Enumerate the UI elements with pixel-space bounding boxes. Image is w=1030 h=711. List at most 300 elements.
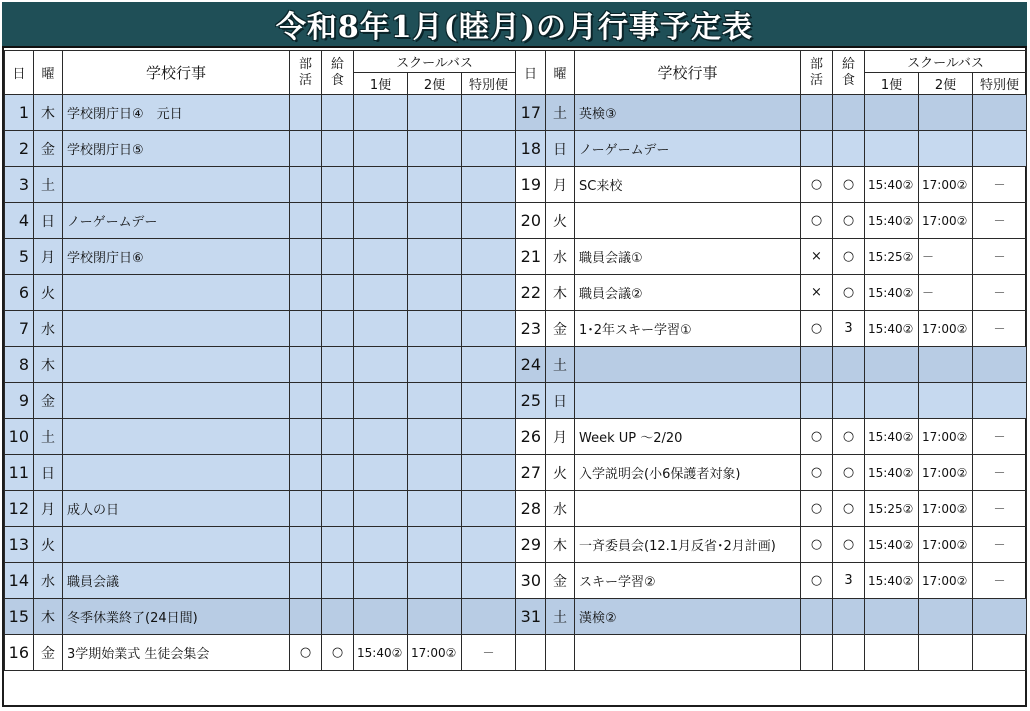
bus2-cell [408,275,462,311]
day-cell: 27 [516,455,546,491]
event-cell: 冬季休業終了(24日間) [63,599,290,635]
bus2-cell [919,599,973,635]
lunch-cell [322,167,354,203]
lunch-cell: ○ [322,635,354,671]
day-cell: 21 [516,239,546,275]
club-cell [290,491,322,527]
header-dow: 曜 [546,51,575,95]
table-row [5,527,516,563]
bus1-cell [865,95,919,131]
weekday-cell: 火 [546,455,575,491]
bus1-cell: 15:40② [865,527,919,563]
weekday-cell: 木 [546,527,575,563]
weekday-cell: 金 [34,383,63,419]
lunch-cell: ○ [833,419,865,455]
bus2-cell [408,491,462,527]
special-bus-cell [973,95,1027,131]
day-cell: 14 [5,563,34,599]
event-cell: 一斉委員会(12.1月反省･2月計画) [575,527,801,563]
club-cell [290,527,322,563]
table-row [516,311,1027,347]
day-cell: 3 [5,167,34,203]
lunch-cell: ○ [833,203,865,239]
lunch-cell [322,203,354,239]
bus2-cell [408,239,462,275]
weekday-cell: 土 [34,419,63,455]
header-day: 日 [516,51,546,95]
bus2-cell: 17:00② [919,167,973,203]
header-school-bus: スクールバス [354,51,516,73]
day-cell: 20 [516,203,546,239]
lunch-cell: ○ [833,239,865,275]
table-row [5,131,516,167]
bus2-cell [408,167,462,203]
event-cell [63,419,290,455]
schedule-table-left [4,50,516,671]
weekday-cell: 土 [546,599,575,635]
event-cell [63,275,290,311]
bus1-cell [354,275,408,311]
weekday-cell: 水 [546,491,575,527]
table-row [5,599,516,635]
bus1-cell: 15:40② [865,311,919,347]
event-cell: 学校閉庁日⑤ [63,131,290,167]
bus1-cell [354,311,408,347]
bus2-cell: 17:00② [919,419,973,455]
event-cell: 英検③ [575,95,801,131]
bus2-cell: － [919,239,973,275]
bus2-cell: 17:00② [919,203,973,239]
page-title: 令和8年1月(睦月)の月行事予定表 [275,10,754,45]
bus1-cell: 15:25② [865,491,919,527]
bus2-cell [919,131,973,167]
event-cell: 学校閉庁日④ 元日 [63,95,290,131]
table-row [5,239,516,275]
lunch-cell [322,491,354,527]
special-bus-cell [973,635,1027,671]
bus2-cell: 17:00② [919,491,973,527]
lunch-cell [322,275,354,311]
table-row [516,131,1027,167]
day-cell: 16 [5,635,34,671]
title-bar [2,2,1027,48]
special-bus-cell [462,203,516,239]
special-bus-cell: － [973,311,1027,347]
special-bus-cell [462,131,516,167]
special-bus-cell: － [462,635,516,671]
lunch-cell: 3 [833,311,865,347]
table-row [5,167,516,203]
table-row [5,383,516,419]
special-bus-cell: － [973,275,1027,311]
weekday-cell: 月 [546,167,575,203]
club-cell [801,95,833,131]
header-bus-special: 特別便 [462,73,516,95]
club-cell [290,347,322,383]
club-cell [290,383,322,419]
bus1-cell: 15:40② [865,455,919,491]
club-cell [290,311,322,347]
club-cell: ○ [801,455,833,491]
table-row [516,383,1027,419]
weekday-cell: 日 [34,203,63,239]
day-cell: 13 [5,527,34,563]
day-cell: 24 [516,347,546,383]
bus1-cell [354,95,408,131]
bus1-cell [354,203,408,239]
bus2-cell: 17:00② [919,563,973,599]
weekday-cell: 土 [546,95,575,131]
club-cell: ○ [801,491,833,527]
day-cell: 30 [516,563,546,599]
special-bus-cell [462,311,516,347]
weekday-cell: 日 [546,383,575,419]
table-row [516,455,1027,491]
weekday-cell: 木 [34,95,63,131]
table-row [5,419,516,455]
weekday-cell: 月 [34,239,63,275]
event-cell [575,635,801,671]
lunch-cell [322,95,354,131]
event-cell: 1･2年スキー学習① [575,311,801,347]
day-cell: 22 [516,275,546,311]
event-cell: ノーゲームデー [575,131,801,167]
bus2-cell [408,347,462,383]
weekday-cell: 水 [546,239,575,275]
event-cell: 職員会議① [575,239,801,275]
table-row [516,635,1027,671]
lunch-cell [322,383,354,419]
event-cell [575,347,801,383]
header-lunch: 給 食 [322,51,354,95]
bus1-cell [354,383,408,419]
club-cell [801,599,833,635]
bus1-cell [354,563,408,599]
bus1-cell [865,599,919,635]
weekday-cell: 月 [34,491,63,527]
day-cell: 1 [5,95,34,131]
bus2-cell: 17:00② [408,635,462,671]
day-cell: 12 [5,491,34,527]
special-bus-cell [462,455,516,491]
day-cell: 28 [516,491,546,527]
event-cell: 3学期始業式 生徒会集会 [63,635,290,671]
lunch-cell [322,347,354,383]
table-row [516,239,1027,275]
table-row [5,455,516,491]
bus2-cell [408,311,462,347]
lunch-cell [833,95,865,131]
bus1-cell: 15:25② [865,239,919,275]
special-bus-cell [462,95,516,131]
table-row [516,167,1027,203]
event-cell [63,311,290,347]
table-row [5,203,516,239]
special-bus-cell [462,383,516,419]
header-event: 学校行事 [63,51,290,95]
header-event: 学校行事 [575,51,801,95]
day-cell: 9 [5,383,34,419]
special-bus-cell: － [973,527,1027,563]
day-cell: 25 [516,383,546,419]
table-row [516,527,1027,563]
weekday-cell: 水 [34,563,63,599]
lunch-cell [322,311,354,347]
bus2-cell: － [919,275,973,311]
event-cell: 学校閉庁日⑥ [63,239,290,275]
day-cell: 23 [516,311,546,347]
bus1-cell: 15:40② [354,635,408,671]
bus2-cell [919,635,973,671]
bus2-cell [408,95,462,131]
weekday-cell: 水 [34,311,63,347]
header-bus-special: 特別便 [973,73,1027,95]
special-bus-cell [462,347,516,383]
club-cell [290,563,322,599]
club-cell [290,455,322,491]
day-cell: 18 [516,131,546,167]
lunch-cell [322,131,354,167]
lunch-cell [322,563,354,599]
lunch-cell [322,419,354,455]
header-day: 日 [5,51,34,95]
bus2-cell [919,95,973,131]
table-row [516,419,1027,455]
bus1-cell [354,455,408,491]
club-cell: ○ [801,527,833,563]
bus2-cell [408,599,462,635]
lunch-cell [833,635,865,671]
lunch-cell: ○ [833,527,865,563]
schedule-table-right [515,50,1027,671]
club-cell [801,347,833,383]
table-row [516,347,1027,383]
special-bus-cell [973,383,1027,419]
weekday-cell: 土 [34,167,63,203]
club-cell [290,203,322,239]
bus2-cell [408,383,462,419]
day-cell: 15 [5,599,34,635]
header-club: 部 活 [801,51,833,95]
event-cell: SC来校 [575,167,801,203]
club-cell: ○ [801,167,833,203]
bus2-cell [408,203,462,239]
table-row [5,491,516,527]
bus1-cell [354,419,408,455]
event-cell [575,383,801,419]
day-cell: 19 [516,167,546,203]
day-cell: 29 [516,527,546,563]
bus1-cell [865,347,919,383]
bus1-cell: 15:40② [865,275,919,311]
lunch-cell: ○ [833,491,865,527]
weekday-cell: 木 [546,275,575,311]
bus2-cell [408,419,462,455]
bus1-cell [354,347,408,383]
bus1-cell [865,383,919,419]
day-cell: 5 [5,239,34,275]
header-bus-2: 2便 [919,73,973,95]
club-cell [290,167,322,203]
lunch-cell: ○ [833,167,865,203]
special-bus-cell [462,419,516,455]
club-cell [801,131,833,167]
bus2-cell [408,563,462,599]
lunch-cell [322,239,354,275]
special-bus-cell [973,347,1027,383]
club-cell [290,239,322,275]
bus1-cell [354,527,408,563]
club-cell [290,419,322,455]
lunch-cell [833,347,865,383]
special-bus-cell [462,239,516,275]
header-club: 部 活 [290,51,322,95]
event-cell: 漢検② [575,599,801,635]
special-bus-cell: － [973,167,1027,203]
day-cell: 10 [5,419,34,455]
day-cell: 8 [5,347,34,383]
table-row [5,275,516,311]
club-cell [290,131,322,167]
club-cell: ○ [801,203,833,239]
club-cell [290,275,322,311]
bus1-cell [354,167,408,203]
weekday-cell [546,635,575,671]
event-cell: スキー学習② [575,563,801,599]
table-row [5,347,516,383]
club-cell [290,599,322,635]
day-cell: 26 [516,419,546,455]
special-bus-cell [973,131,1027,167]
day-cell [516,635,546,671]
club-cell: ○ [801,311,833,347]
special-bus-cell [973,599,1027,635]
special-bus-cell: － [973,239,1027,275]
event-cell [63,455,290,491]
club-cell: × [801,275,833,311]
event-cell: 職員会議② [575,275,801,311]
bus1-cell: 15:40② [865,167,919,203]
weekday-cell: 火 [34,527,63,563]
bus1-cell: 15:40② [865,203,919,239]
day-cell: 6 [5,275,34,311]
table-row [516,563,1027,599]
weekday-cell: 日 [34,455,63,491]
table-row [516,275,1027,311]
table-row [516,491,1027,527]
lunch-cell: 3 [833,563,865,599]
special-bus-cell: － [973,455,1027,491]
weekday-cell: 金 [34,131,63,167]
club-cell: × [801,239,833,275]
bus2-cell [408,527,462,563]
header-dow: 曜 [34,51,63,95]
lunch-cell [833,131,865,167]
bus1-cell: 15:40② [865,419,919,455]
table-row [5,95,516,131]
special-bus-cell [462,563,516,599]
bus2-cell [919,383,973,419]
club-cell: ○ [801,419,833,455]
header-bus-1: 1便 [354,73,408,95]
lunch-cell [322,455,354,491]
weekday-cell: 金 [546,311,575,347]
bus2-cell [408,455,462,491]
day-cell: 2 [5,131,34,167]
event-cell: 職員会議 [63,563,290,599]
table-row [516,599,1027,635]
header-lunch: 給 食 [833,51,865,95]
bus1-cell: 15:40② [865,563,919,599]
event-cell [575,491,801,527]
table-row [516,95,1027,131]
lunch-cell [322,527,354,563]
weekday-cell: 金 [546,563,575,599]
event-cell: 成人の日 [63,491,290,527]
weekday-cell: 月 [546,419,575,455]
club-cell [801,635,833,671]
table-row [5,635,516,671]
event-cell [63,527,290,563]
club-cell: ○ [290,635,322,671]
special-bus-cell [462,599,516,635]
weekday-cell: 木 [34,347,63,383]
bus1-cell [354,599,408,635]
special-bus-cell: － [973,419,1027,455]
day-cell: 11 [5,455,34,491]
header-school-bus: スクールバス [865,51,1027,73]
event-cell [63,383,290,419]
lunch-cell: ○ [833,455,865,491]
bus1-cell [865,131,919,167]
special-bus-cell: － [973,491,1027,527]
bus1-cell [354,131,408,167]
event-cell [63,347,290,383]
event-cell: ノーゲームデー [63,203,290,239]
table-row [5,311,516,347]
lunch-cell: ○ [833,275,865,311]
special-bus-cell [462,167,516,203]
club-cell [801,383,833,419]
day-cell: 7 [5,311,34,347]
bus2-cell: 17:00② [919,311,973,347]
weekday-cell: 火 [546,203,575,239]
header-bus-1: 1便 [865,73,919,95]
table-row [5,563,516,599]
bus2-cell: 17:00② [919,455,973,491]
bus2-cell: 17:00② [919,527,973,563]
weekday-cell: 金 [34,635,63,671]
day-cell: 31 [516,599,546,635]
lunch-cell [833,599,865,635]
special-bus-cell: － [973,203,1027,239]
special-bus-cell [462,527,516,563]
event-cell [575,203,801,239]
event-cell [63,167,290,203]
special-bus-cell: － [973,563,1027,599]
lunch-cell [322,599,354,635]
weekday-cell: 火 [34,275,63,311]
day-cell: 17 [516,95,546,131]
event-cell: Week UP ～2/20 [575,419,801,455]
lunch-cell [833,383,865,419]
bus2-cell [408,131,462,167]
bus2-cell [919,347,973,383]
club-cell: ○ [801,563,833,599]
weekday-cell: 木 [34,599,63,635]
club-cell [290,95,322,131]
special-bus-cell [462,275,516,311]
